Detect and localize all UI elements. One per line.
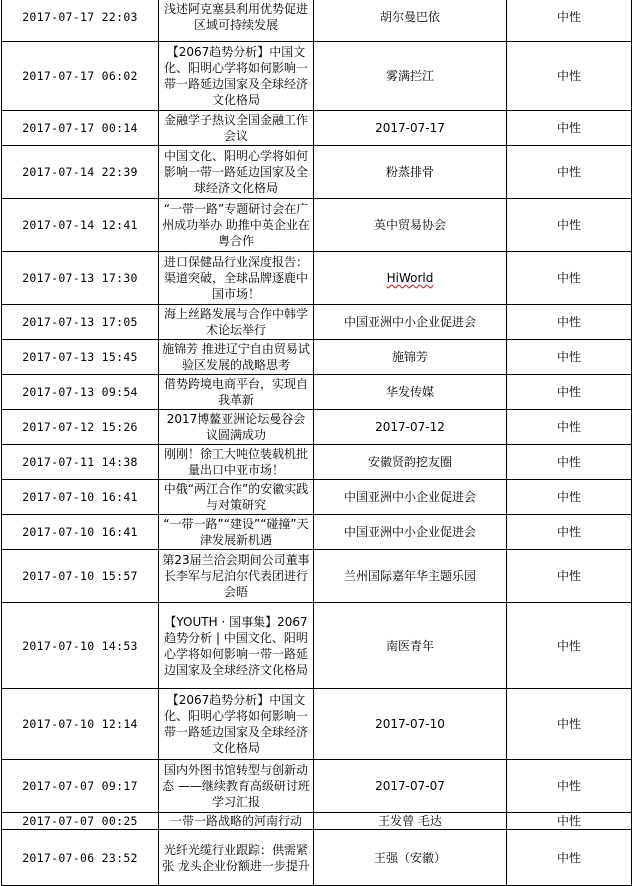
table-row [2, 830, 632, 886]
sentiment-cell: 中性 [507, 830, 632, 886]
title-cell: 浅述阿克塞县利用优势促进区域可持续发展 [159, 0, 314, 42]
sentiment-cell: 中性 [507, 305, 632, 340]
title-cell: 【2067趋势分析】中国文化、阳明心学将如何影响一带一路延边国家及全球经济文化格局 [159, 689, 314, 760]
datetime-cell: 2017-07-17 00:14 [2, 111, 159, 146]
sentiment-cell: 中性 [507, 603, 632, 689]
datetime-cell: 2017-07-10 12:14 [2, 689, 159, 760]
title-cell: 刚刚！徐工大吨位装载机批量出口中亚市场！ [159, 445, 314, 480]
title-cell: 施锦芳 推进辽宁自由贸易试验区发展的战略思考 [159, 340, 314, 375]
title-cell: “一带一路”专题研讨会在广州成功举办 助推中英企业在粤合作 [159, 199, 314, 252]
table-row [2, 445, 632, 480]
sentiment-cell: 中性 [507, 760, 632, 813]
source-cell: 粉蒸排骨 [314, 146, 507, 199]
source-cell: 2017-07-07 [314, 760, 507, 813]
sentiment-cell: 中性 [507, 375, 632, 410]
title-cell: 【2067趋势分析】中国文化、阳明心学将如何影响一带一路延边国家及全球经济文化格局 [159, 42, 314, 111]
table-row [2, 813, 632, 830]
datetime-cell: 2017-07-14 22:39 [2, 146, 159, 199]
datetime-cell: 2017-07-10 14:53 [2, 603, 159, 689]
datetime-cell: 2017-07-17 06:02 [2, 42, 159, 111]
source-cell: 雾满拦江 [314, 42, 507, 111]
datetime-cell: 2017-07-07 09:17 [2, 760, 159, 813]
sentiment-cell: 中性 [507, 199, 632, 252]
title-cell: 光纤光缆行业跟踪：供需紧张 龙头企业份额进一步提升 [159, 830, 314, 886]
table-row [2, 515, 632, 550]
sentiment-cell: 中性 [507, 515, 632, 550]
source-cell: 王强（安徽） [314, 830, 507, 886]
title-cell: 2017博鳌亚洲论坛曼谷会议圆满成功 [159, 410, 314, 445]
table-row [2, 375, 632, 410]
table-row [2, 42, 632, 111]
source-cell: 安徽贤韵挖友圈 [314, 445, 507, 480]
source-cell: 胡尔曼巴依 [314, 0, 507, 42]
source-cell: 王发曾 毛达 [314, 813, 507, 830]
datetime-cell: 2017-07-12 15:26 [2, 410, 159, 445]
source-cell: 南医青年 [314, 603, 507, 689]
title-cell: 金融学子热议全国金融工作会议 [159, 111, 314, 146]
title-cell: 国内外图书馆转型与创新动态 ——继续教育高级研讨班学习汇报 [159, 760, 314, 813]
datetime-cell: 2017-07-13 09:54 [2, 375, 159, 410]
datetime-cell: 2017-07-10 16:41 [2, 480, 159, 515]
sentiment-cell: 中性 [507, 480, 632, 515]
table-row [2, 689, 632, 760]
datetime-cell: 2017-07-17 22:03 [2, 0, 159, 42]
table-row [2, 550, 632, 603]
table-row [2, 146, 632, 199]
source-cell: 中国亚洲中小企业促进会 [314, 305, 507, 340]
title-cell: 中俄“两江合作”的安徽实践与对策研究 [159, 480, 314, 515]
sentiment-cell: 中性 [507, 689, 632, 760]
sentiment-cell: 中性 [507, 550, 632, 603]
source-cell: 中国亚洲中小企业促进会 [314, 480, 507, 515]
source-cell: 施锦芳 [314, 340, 507, 375]
source-cell: 兰州国际嘉年华主题乐园 [314, 550, 507, 603]
datetime-cell: 2017-07-14 12:41 [2, 199, 159, 252]
source-cell: 英中贸易协会 [314, 199, 507, 252]
table-row [2, 760, 632, 813]
title-cell: 一带一路战略的河南行动 [159, 813, 314, 830]
results-table [1, 0, 632, 886]
source-cell: 2017-07-10 [314, 689, 507, 760]
sentiment-cell: 中性 [507, 340, 632, 375]
title-cell: 借势跨境电商平台，实现自我革新 [159, 375, 314, 410]
source-cell: HiWorld [314, 252, 507, 305]
title-cell: 海上丝路发展与合作中韩学术论坛举行 [159, 305, 314, 340]
sentiment-cell: 中性 [507, 146, 632, 199]
table-row [2, 410, 632, 445]
sentiment-cell: 中性 [507, 410, 632, 445]
table-row [2, 340, 632, 375]
sentiment-cell: 中性 [507, 445, 632, 480]
title-cell: 进口保健品行业深度报告：渠道突破，全球品牌逐鹿中国市场！ [159, 252, 314, 305]
title-cell: 【YOUTH · 国事集】2067趋势分析 | 中国文化、阳明心学将如何影响一带一路延边国家及全球经济文化格局 [159, 603, 314, 689]
sentiment-cell: 中性 [507, 813, 632, 830]
table-row [2, 305, 632, 340]
datetime-cell: 2017-07-13 15:45 [2, 340, 159, 375]
source-cell: 2017-07-17 [314, 111, 507, 146]
source-cell: 2017-07-12 [314, 410, 507, 445]
source-cell: 中国亚洲中小企业促进会 [314, 515, 507, 550]
table-row [2, 111, 632, 146]
datetime-cell: 2017-07-11 14:38 [2, 445, 159, 480]
table-row [2, 603, 632, 689]
title-cell: 中国文化、阳明心学将如何影响一带一路延边国家及全球经济文化格局 [159, 146, 314, 199]
table-row [2, 480, 632, 515]
datetime-cell: 2017-07-13 17:30 [2, 252, 159, 305]
table-row [2, 0, 632, 42]
sentiment-cell: 中性 [507, 111, 632, 146]
title-cell: 第23届兰洽会期间公司董事长李军与尼泊尔代表团进行会晤 [159, 550, 314, 603]
sentiment-cell: 中性 [507, 0, 632, 42]
sentiment-cell: 中性 [507, 252, 632, 305]
title-cell: “一带一路”“建设”“碰撞”天津发展新机遇 [159, 515, 314, 550]
table-row [2, 199, 632, 252]
table-row [2, 252, 632, 305]
datetime-cell: 2017-07-10 16:41 [2, 515, 159, 550]
datetime-cell: 2017-07-10 15:57 [2, 550, 159, 603]
datetime-cell: 2017-07-07 00:25 [2, 813, 159, 830]
source-cell: 华发传媒 [314, 375, 507, 410]
datetime-cell: 2017-07-06 23:52 [2, 830, 159, 886]
sentiment-cell: 中性 [507, 42, 632, 111]
datetime-cell: 2017-07-13 17:05 [2, 305, 159, 340]
results-table-body [2, 0, 632, 886]
